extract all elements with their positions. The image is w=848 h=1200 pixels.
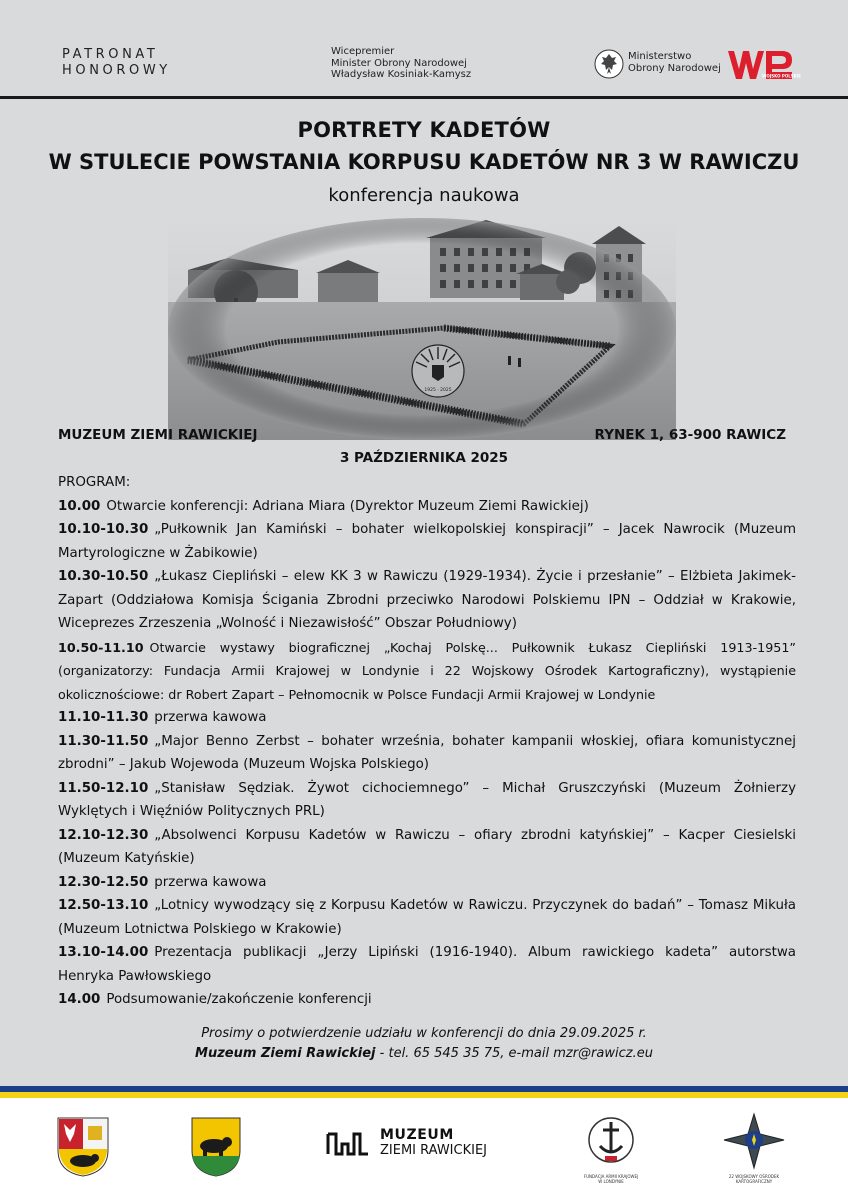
program-item — [58, 495, 796, 519]
mon-line1: Ministerstwo — [628, 51, 692, 62]
title-line1: PORTRETY KADETÓW — [297, 118, 551, 142]
venue-address: RYNEK 1, 63-900 RAWICZ — [594, 427, 786, 443]
rsvp-contact: - tel. 65 545 35 75, e-mail mzr@rawicz.eu — [375, 1046, 653, 1061]
subtitle: konferencja naukowa — [328, 185, 520, 206]
program-text: Prezentacja publikacji „Jerzy Lipiński (1916-1940). Album rawickiego kadeta” autorstwa Henryka Pawłowskiego — [58, 945, 796, 984]
vice-line3: Władysław Kosiniak-Kamysz — [331, 69, 472, 80]
mon-line2: Obrony Narodowej — [628, 63, 721, 74]
muzeum-ziemi-rawickiej-logo — [326, 1128, 516, 1162]
vice-line1: Wicepremier — [331, 46, 395, 57]
event-date: 3 PAŹDZIERNIKA 2025 — [339, 450, 509, 466]
program-time: 11.30-11.50 — [58, 733, 149, 749]
program-item — [58, 706, 796, 730]
program-item — [58, 518, 796, 565]
program-time: 13.10-14.00 — [58, 945, 149, 960]
header-divider — [0, 96, 848, 99]
museum-logo-line1: MUZEUM — [380, 1127, 454, 1143]
fundacja-caption: FUNDACJA ARMII KRAJOWEJ W LONDYNIE — [583, 1174, 639, 1184]
program-item — [58, 636, 796, 707]
fundacja-ak-logo — [582, 1112, 640, 1184]
program-item — [58, 824, 796, 871]
rsvp-museum: Muzeum Ziemi Rawickiej — [195, 1046, 376, 1061]
venue-name: MUZEUM ZIEMI RAWICKIEJ — [58, 427, 258, 443]
program-item — [58, 565, 796, 636]
program-text: „Lotnicy wywodzący się z Korpusu Kadetów w Rawiczu. Przyczynek do badań” – Tomasz Mikuła (Muzeum Lotnictwa Polskiego w Krakowie) — [58, 898, 796, 937]
program-text: Podsumowanie/zakończenie konferencji — [106, 992, 372, 1007]
program-item — [58, 941, 796, 988]
powiat-coat-of-arms-icon — [56, 1116, 110, 1178]
patronat-honorowy — [62, 47, 171, 79]
program-item — [58, 730, 796, 777]
wojsko-polskie-logo — [726, 45, 801, 85]
program-time: 11.10-11.30 — [58, 710, 149, 725]
program-time: 11.50-12.10 — [58, 780, 149, 796]
rsvp-line2 — [0, 1044, 848, 1064]
program-label: PROGRAM: — [58, 475, 131, 490]
program-item — [58, 871, 796, 895]
wok-logo — [722, 1112, 786, 1184]
program-text: przerwa kawowa — [154, 710, 267, 725]
mon-logo — [594, 45, 724, 83]
compass-star-icon — [722, 1112, 786, 1170]
program-time: 10.10-10.30 — [58, 522, 149, 537]
museum-logo-line2: ZIEMI RAWICKIEJ — [380, 1143, 487, 1158]
program-text: Otwarcie konferencji: Adriana Miara (Dyrektor Muzeum Ziemi Rawickiej) — [106, 498, 589, 514]
program-time: 12.30-12.50 — [58, 874, 149, 890]
program-time: 10.50-11.10 — [58, 639, 144, 655]
program-item — [58, 777, 796, 824]
program-item — [58, 988, 796, 1012]
program-text: „Major Benno Zerbst – bohater września, bohater kampanii włoskiej, ofiara komunistycznej zbrodni” – Jakub Wojewoda (Muzeum Wojska Polskiego) — [58, 733, 796, 772]
wok-caption: 22 WOJSKOWY OŚRODEK KARTOGRAFICZNY — [728, 1174, 780, 1184]
program-text: „Absolwenci Korpusu Kadetów w Rawiczu – ofiary zbrodni katyńskiej” – Kacper Ciesielski (Muzeum Katyńskie) — [58, 827, 796, 866]
vice-line2: Minister Obrony Narodowej — [331, 57, 467, 69]
mon-text — [628, 51, 721, 75]
program-item — [58, 894, 796, 941]
program-text: „Pułkownik Jan Kamiński – bohater wielkopolskiej konspiracji” – Jacek Nawrocik (Muzeum Martyrologiczne w Żabikowie) — [58, 522, 796, 561]
program-time: 12.50-13.10 — [58, 898, 149, 913]
museum-mark-icon — [326, 1130, 370, 1158]
program-time: 10.30-10.50 — [58, 569, 149, 584]
rsvp-line1: Prosimy o potwierdzenie udziału w konferencji do dnia 29.09.2025 r. — [201, 1026, 647, 1041]
program-time: 10.00 — [58, 498, 101, 514]
title-line2: W STULECIE POWSTANIA KORPUSU KADETÓW NR 3 W RAWICZU — [48, 150, 800, 174]
rawicz-coat-of-arms-icon — [190, 1116, 242, 1178]
program-time: 12.10-12.30 — [58, 827, 149, 843]
patronat-line2: HONOROWY — [62, 63, 171, 78]
program-text: „Łukasz Ciepliński – elew KK 3 w Rawiczu (1929-1934). Życie i przesłanie” – Elżbieta Jakimek-Zapart (Oddziałowa Komisja Ścigania Zbrodni przeciwko Narodowi Polskiemu IPN – Oddział w Krakowie, Wiceprezes Zrzeszenia „Wolność i Niezawisłość” Obszar Południowy) — [58, 569, 796, 631]
program-time: 14.00 — [58, 992, 101, 1007]
patronat-line1: PATRONAT — [62, 47, 159, 62]
wp-caption: WOJSKO POLSKIE — [762, 73, 801, 79]
museum-logo-text — [380, 1128, 487, 1158]
program — [58, 471, 796, 1012]
program-text: Otwarcie wystawy biograficznej „Kochaj Polskę... Pułkownik Łukasz Ciepliński 1913-1951” (organizatorzy: Fundacja Armii Krajowej w Londynie i 22 Wojskowy Ośrodek Kartograficzny), wystąpienie okolicznościowe: dr Robert Zapart – Pełnomocnik w Polsce Fundacji Armii Krajowej w Londynie — [58, 639, 796, 702]
historic-parade-photo — [168, 218, 676, 440]
vice-premier-block — [331, 46, 471, 81]
eagle-emblem-icon — [594, 47, 624, 81]
program-text: „Stanisław Sędziak. Żywot cichociemnego” – Michał Gruszczyński (Muzeum Żołnierzy Wyklętych i Więźniów Politycznych PRL) — [58, 780, 796, 819]
program-text: przerwa kawowa — [154, 874, 267, 890]
rsvp-note — [0, 1024, 848, 1064]
anchor-emblem-icon — [582, 1112, 640, 1170]
